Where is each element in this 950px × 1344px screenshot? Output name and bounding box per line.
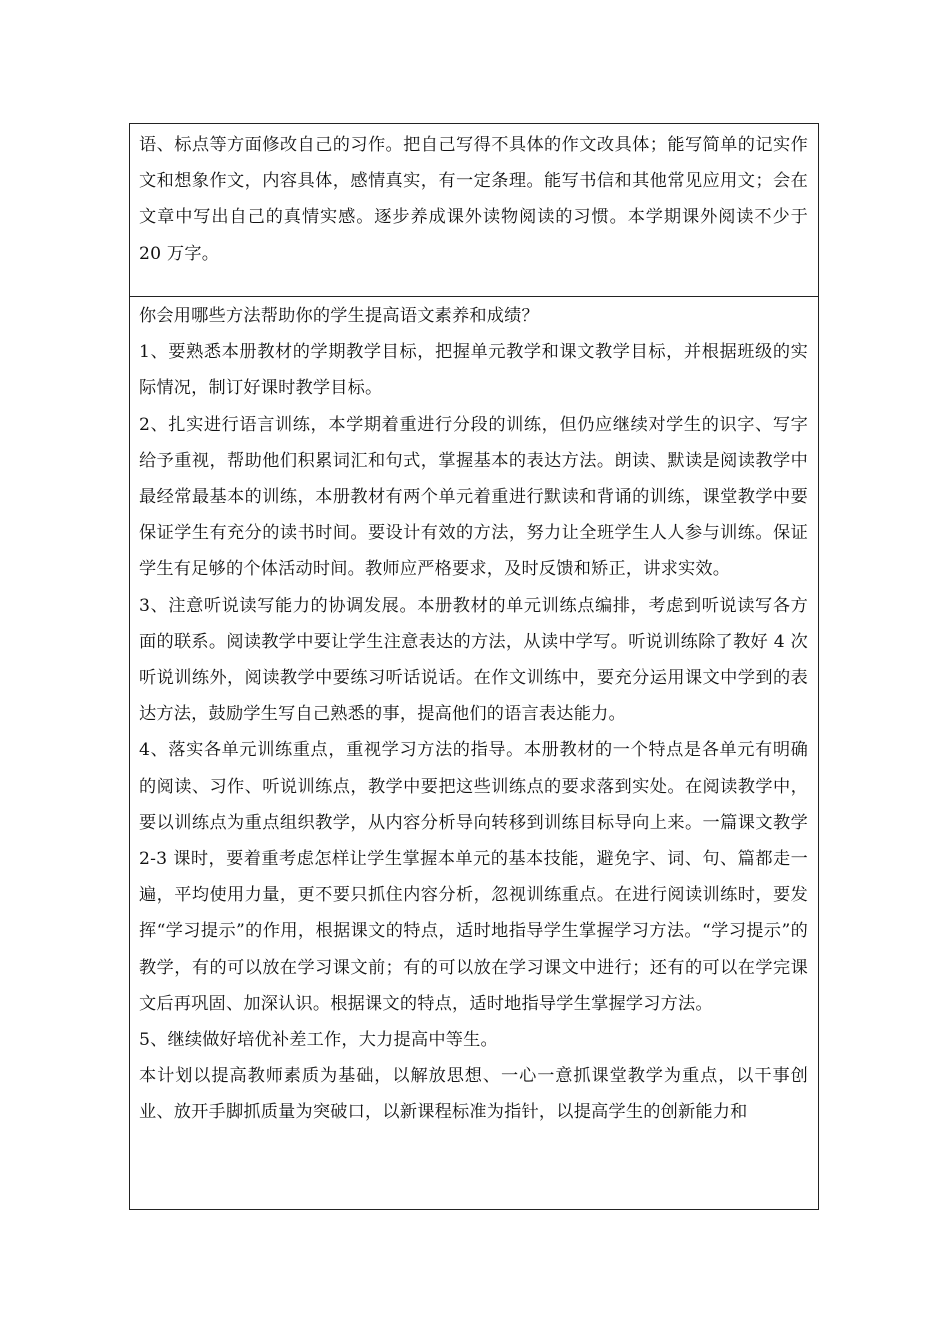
document-table — [129, 123, 819, 1210]
paragraph-method-2: 2、扎实进行语言训练，本学期着重进行分段的训练，但仍应继续对学生的识字、写字给予重视，帮助他们积累词汇和句式，掌握基本的表达方法。朗读、默读是阅读教学中最经常最基本的训练，本册教材有两个单元着重进行默读和背诵的训练，课堂教学中要保证学生有充分的读书时间。要设计有效的方法，努力让全班学生人人参与训练。保证学生有足够的个体活动时间。教师应严格要求，及时反馈和矫正，讲求实效。 — [139, 414, 808, 580]
table-cell-goals — [130, 124, 818, 297]
question-heading: 你会用哪些方法帮助你的学生提高语文素养和成绩？ — [139, 306, 539, 326]
paragraph-goals: 语、标点等方面修改自己的习作。把自己写得不具体的作文改具体；能写简单的记实作文和想象作文，内容具体，感情真实，有一定条理。能写书信和其他常见应用文；会在文章中写出自己的真情实感。逐步养成课外读物阅读的习惯。本学期课外阅读不少于 20 万字。 — [139, 135, 808, 264]
paragraph-method-3: 3、注意听说读写能力的协调发展。本册教材的单元训练点编排，考虑到听说读写各方面的联系。阅读教学中要让学生注意表达的方法，从读中学写。听说训练除了教好 4 次听说训练外，阅读教学中要练习听话说话。在作文训练中，要充分运用课文中学到的表达方法，鼓励学生写自己熟悉的事，提高他们的语言表达能力。 — [139, 595, 808, 725]
table-cell-methods — [130, 297, 818, 1209]
paragraph-method-4: 4、落实各单元训练重点，重视学习方法的指导。本册教材的一个特点是各单元有明确的阅读、习作、听说训练点，教学中要把这些训练点的要求落到实处。在阅读教学中，要以训练点为重点组织教学，从内容分析导向转移到训练目标导向上来。一篇课文教学 2-3 课时，要着重考虑怎样让学生掌握本单元的基本技能，避免字、词、句、篇都走一遍，平均使用力量，更不要只抓住内容分析，忽视训练重点。在进行阅读训练时，要发挥“学习提示”的作用，根据课文的特点，适时地指导学生掌握学习方法。“学习提示”的教学，有的可以放在学习课文前；有的可以放在学习课文中进行；还有的可以在学完课文后再巩固、加深认识。根据课文的特点，适时地指导学生掌握学习方法。 — [139, 740, 808, 1014]
paragraph-plan: 本计划以提高教师素质为基础，以解放思想、一心一意抓课堂教学为重点，以干事创业、放开手脚抓质量为突破口，以新课程标准为指针，以提高学生的创新能力和 — [139, 1066, 808, 1123]
paragraph-method-1: 1、要熟悉本册教材的学期教学目标，把握单元教学和课文教学目标，并根据班级的实际情况，制订好课时教学目标。 — [139, 342, 808, 399]
paragraph-method-5: 5、继续做好培优补差工作，大力提高中等生。 — [139, 1030, 498, 1051]
